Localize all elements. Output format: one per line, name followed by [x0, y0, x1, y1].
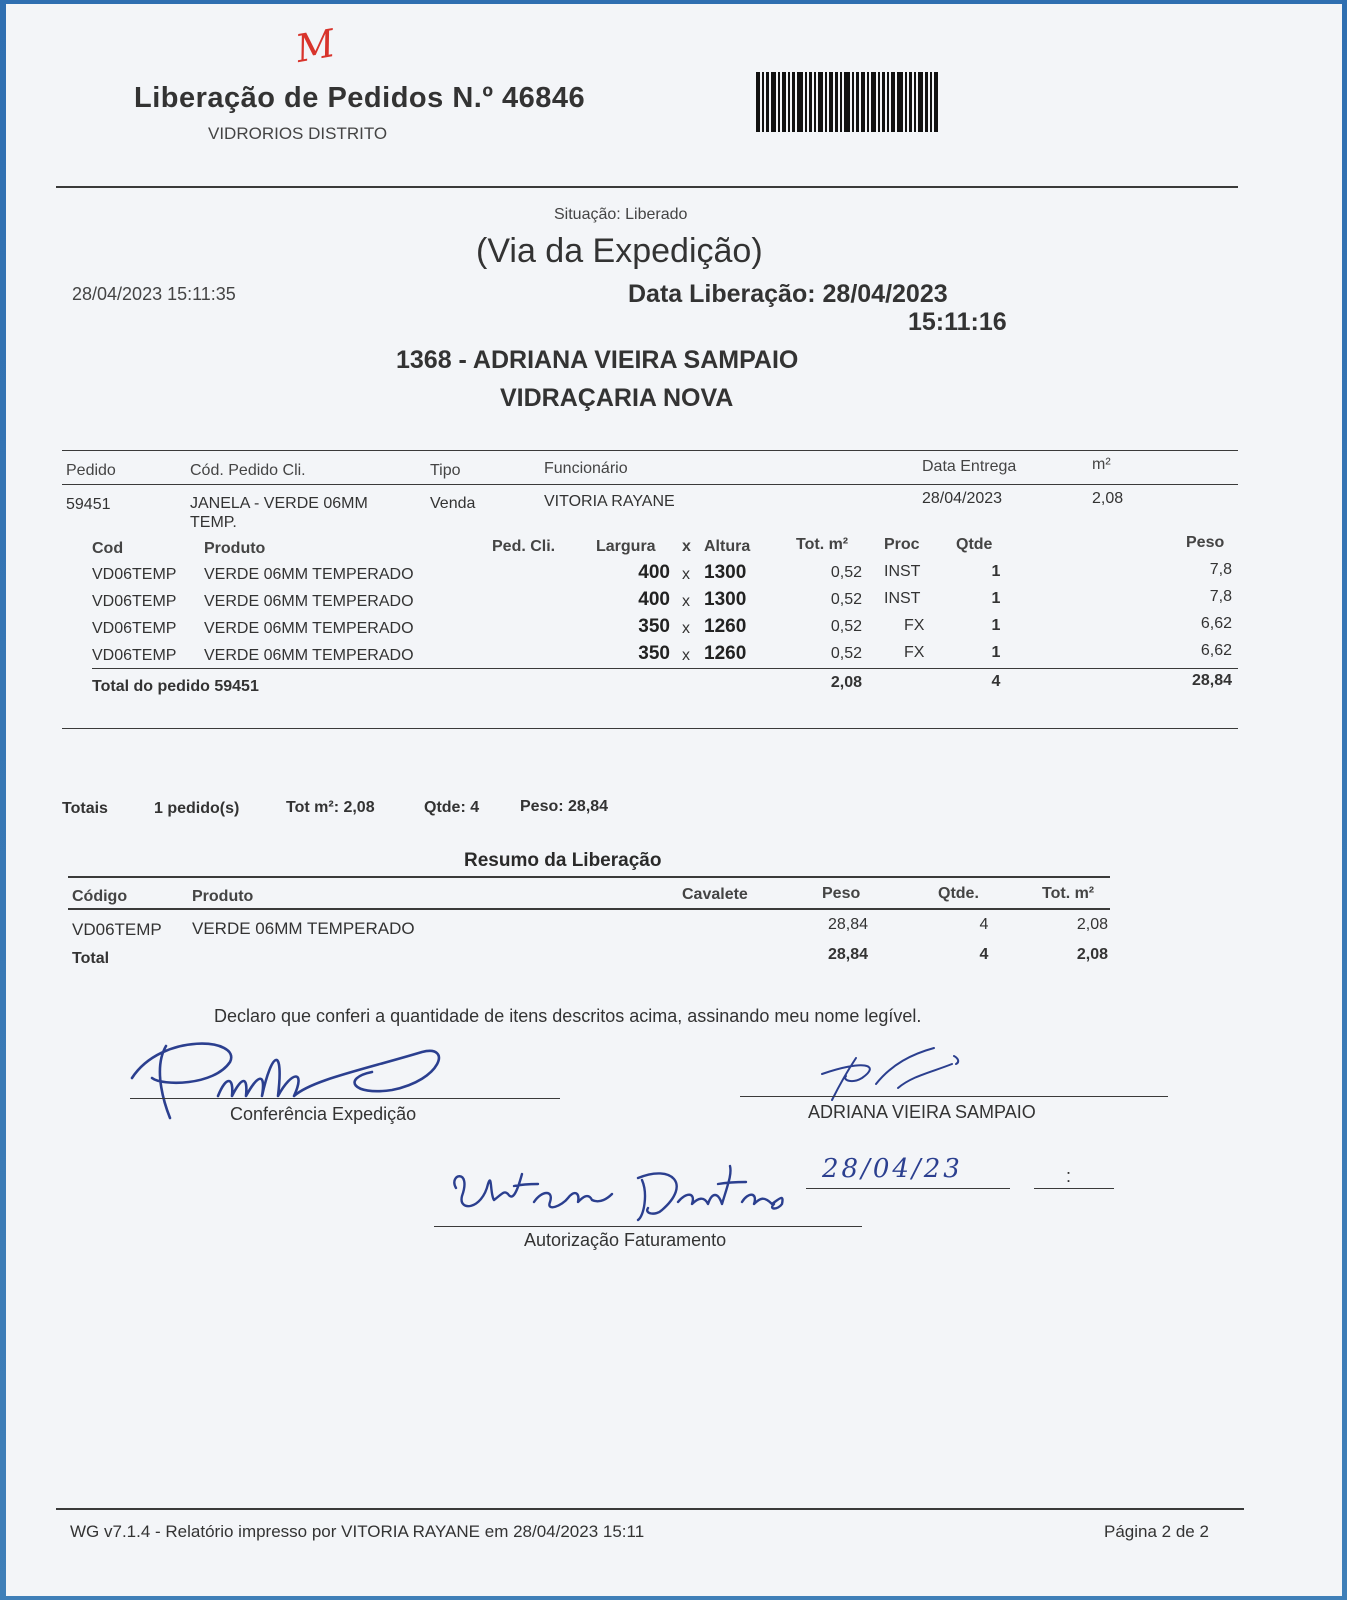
totals-m2: Tot m²: 2,08 [286, 799, 375, 816]
handwritten-mark: M [292, 20, 339, 72]
item-x: x [682, 593, 690, 610]
item-cod: VD06TEMP [92, 593, 177, 610]
item-proc: INST [884, 590, 921, 607]
summary-total-label: Total [72, 950, 110, 967]
item-x: x [682, 566, 690, 583]
item-cod: VD06TEMP [92, 620, 177, 637]
summary-col-qtde: Qtde. [938, 885, 979, 902]
item-proc: FX [904, 644, 925, 661]
item-cod: VD06TEMP [92, 647, 177, 664]
time-line [1034, 1188, 1114, 1189]
signature-faturamento [442, 1154, 802, 1234]
summary-total-qtde: 4 [979, 946, 989, 963]
item-qtde: 1 [991, 563, 1001, 580]
totals-pedidos: 1 pedido(s) [154, 800, 240, 817]
summary-total-m2: 2,08 [1076, 946, 1108, 963]
footer-text: WG v7.1.4 - Relatório impresso por VITORIA RAYANE em 28/04/2023 15:11 [70, 1522, 645, 1541]
order-tipo: Venda [430, 495, 476, 512]
item-peso: 7,8 [1209, 588, 1232, 605]
summary-tot-m2: 2,08 [1076, 916, 1108, 933]
document-page [6, 4, 1342, 1596]
handwritten-date: 28/04/23 [822, 1154, 963, 1184]
order-cod-cli-line2: TEMP. [190, 514, 237, 531]
item-tot-m2: 0,52 [830, 564, 862, 581]
items-col-peso: Peso [1186, 534, 1225, 551]
item-proc: FX [904, 617, 925, 634]
item-produto: VERDE 06MM TEMPERADO [204, 593, 414, 610]
sig-line-conferencia [130, 1098, 560, 1099]
summary-top-rule [68, 876, 1110, 878]
header-divider [56, 186, 1238, 188]
sig-line-faturamento [434, 1226, 862, 1227]
summary-produto: VERDE 06MM TEMPERADO [192, 919, 415, 938]
conferencia-label: Conferência Expedição [230, 1104, 417, 1124]
item-proc: INST [884, 563, 921, 580]
item-altura: 1260 [704, 616, 747, 637]
client-company: VIDRAÇARIA NOVA [500, 384, 734, 412]
barcode-image [756, 72, 940, 132]
date-line [806, 1188, 1010, 1189]
order-funcionario: VITORIA RAYANE [544, 493, 675, 510]
col-cod-pedido-cli: Cód. Pedido Cli. [190, 462, 306, 479]
item-x: x [682, 620, 690, 637]
order-m2: 2,08 [1092, 490, 1124, 507]
footer-rule [56, 1508, 1244, 1510]
item-produto: VERDE 06MM TEMPERADO [204, 620, 414, 637]
summary-col-produto: Produto [192, 888, 254, 905]
time-placeholder: : [1066, 1166, 1072, 1186]
items-col-x: x [682, 538, 691, 555]
summary-col-codigo: Código [72, 888, 128, 905]
item-tot-m2: 0,52 [830, 618, 862, 635]
item-largura: 400 [638, 589, 670, 610]
item-qtde: 1 [991, 617, 1001, 634]
company-name: VIDRORIOS DISTRITO [208, 124, 388, 143]
release-time: 15:11:16 [908, 308, 1007, 336]
items-col-proc: Proc [884, 536, 920, 553]
item-tot-m2: 0,52 [830, 591, 862, 608]
printed-datetime: 28/04/2023 15:11:35 [72, 284, 236, 304]
order-pedido: 59451 [66, 496, 111, 513]
order-data-entrega: 28/04/2023 [922, 490, 1003, 507]
item-peso: 6,62 [1200, 615, 1232, 632]
item-peso: 7,8 [1209, 561, 1232, 578]
item-tot-m2: 0,52 [830, 645, 862, 662]
item-largura: 400 [638, 562, 670, 583]
col-tipo: Tipo [430, 462, 461, 479]
col-pedido: Pedido [66, 462, 116, 479]
item-produto: VERDE 06MM TEMPERADO [204, 566, 414, 583]
totals-qtde: Qtde: 4 [424, 799, 480, 816]
summary-codigo: VD06TEMP [72, 920, 162, 939]
item-produto: VERDE 06MM TEMPERADO [204, 647, 414, 664]
items-col-tot-m2: Tot. m² [796, 536, 849, 553]
item-qtde: 1 [991, 644, 1001, 661]
summary-title: Resumo da Liberação [464, 850, 662, 871]
order-total-qtde: 4 [991, 673, 1001, 690]
signature-client [802, 1044, 992, 1104]
col-m2: m² [1092, 456, 1111, 473]
item-largura: 350 [638, 643, 670, 664]
client-name: 1368 - ADRIANA VIEIRA SAMPAIO [396, 346, 799, 374]
item-largura: 350 [638, 616, 670, 637]
autorizacao-label: Autorização Faturamento [524, 1230, 727, 1250]
via-label: (Via da Expedição) [476, 232, 763, 270]
items-col-cod: Cod [92, 540, 124, 557]
order-top-rule [62, 450, 1238, 451]
item-altura: 1260 [704, 643, 747, 664]
order-total-m2: 2,08 [830, 674, 862, 691]
release-date: Data Liberação: 28/04/2023 [628, 280, 948, 308]
items-col-produto: Produto [204, 540, 266, 557]
order-total-label: Total do pedido 59451 [92, 678, 259, 695]
order-header-rule [62, 484, 1238, 485]
page-number: Página 2 de 2 [1104, 1522, 1209, 1541]
summary-total-peso: 28,84 [827, 946, 868, 963]
summary-qtde: 4 [979, 916, 989, 933]
totals-label: Totais [62, 800, 108, 817]
item-cod: VD06TEMP [92, 566, 177, 583]
items-col-ped-cli: Ped. Cli. [492, 538, 556, 555]
item-qtde: 1 [991, 590, 1001, 607]
col-funcionario: Funcionário [544, 460, 628, 477]
items-col-qtde: Qtde [956, 536, 993, 553]
items-col-largura: Largura [596, 538, 656, 555]
item-peso: 6,62 [1200, 642, 1232, 659]
sig-line-client [740, 1096, 1168, 1097]
item-x: x [682, 647, 690, 664]
status-text: Situação: Liberado [554, 206, 688, 223]
summary-header-rule [68, 908, 1110, 910]
summary-col-tot-m2: Tot. m² [1042, 885, 1095, 902]
item-altura: 1300 [704, 589, 747, 610]
item-altura: 1300 [704, 562, 747, 583]
client-signature-label: ADRIANA VIEIRA SAMPAIO [808, 1102, 1036, 1122]
document-title: Liberação de Pedidos N.º 46846 [134, 82, 586, 114]
summary-peso: 28,84 [827, 916, 868, 933]
declaration-text: Declaro que conferi a quantidade de itens descritos acima, assinando meu nome legível. [214, 1006, 922, 1026]
summary-col-peso: Peso [822, 885, 861, 902]
summary-col-cavalete: Cavalete [682, 886, 748, 903]
totals-peso: Peso: 28,84 [520, 798, 609, 815]
items-total-rule [92, 668, 1238, 669]
order-cod-cli-line1: JANELA - VERDE 06MM [190, 495, 368, 512]
col-data-entrega: Data Entrega [922, 458, 1017, 475]
order-total-peso: 28,84 [1191, 672, 1232, 689]
section-divider [62, 728, 1238, 729]
items-col-altura: Altura [704, 538, 751, 555]
